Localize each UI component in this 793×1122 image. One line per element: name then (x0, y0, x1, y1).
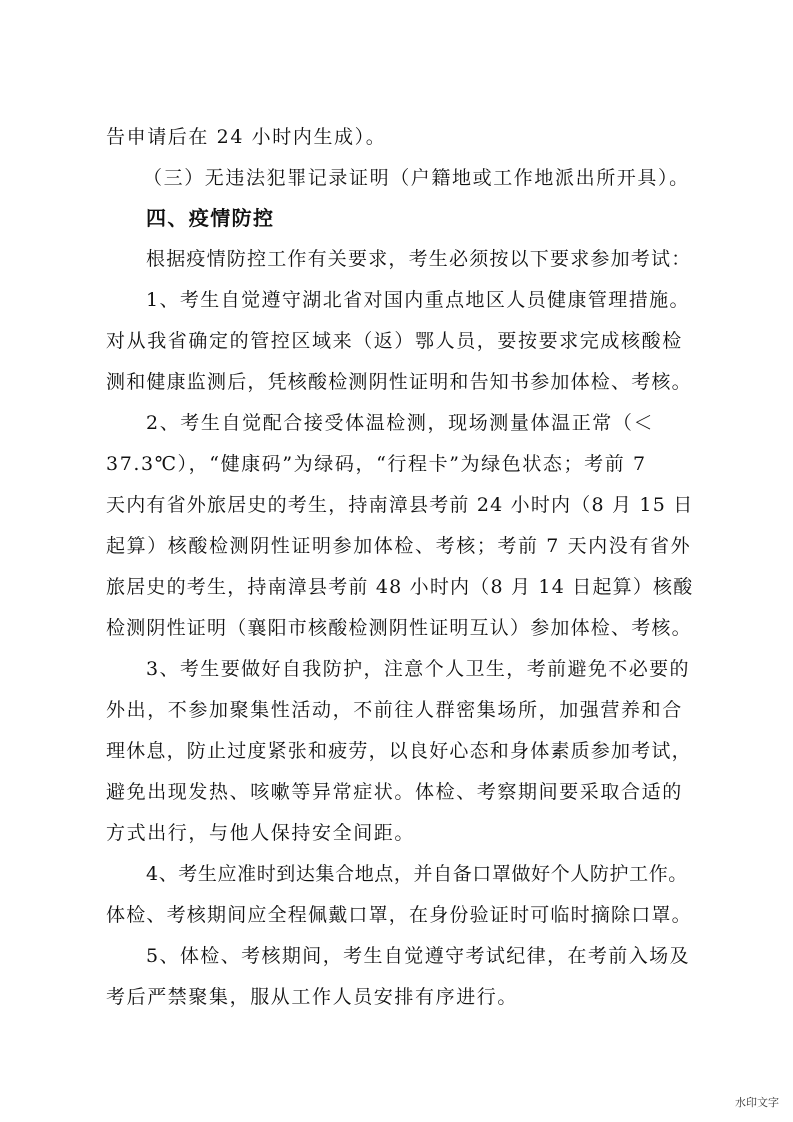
text-line: 起算）核酸检测阴性证明参加体检、考核；考前 7 天内没有省外 (106, 535, 692, 557)
text-line: （三）无违法犯罪记录证明（户籍地或工作地派出所开具）。 (143, 167, 690, 189)
text-line: 测和健康监测后，凭核酸检测阴性证明和告知书参加体检、考核。 (106, 371, 692, 393)
text-line: 天内有省外旅居史的考生，持南漳县考前 24 小时内（8 月 15 日 (106, 494, 694, 516)
text-line: 3、考生要做好自我防护，注意个人卫生，考前避免不必要的 (146, 658, 690, 680)
section-heading: 四、疫情防控 (146, 206, 275, 230)
text-line: 根据疫情防控工作有关要求，考生必须按以下要求参加考试： (146, 248, 692, 270)
text-line: 外出，不参加聚集性活动，不前往人群密集场所，加强营养和合 (106, 699, 683, 721)
text-line: 4、考生应准时到达集合地点，并自备口罩做好个人防护工作。 (146, 863, 688, 885)
text-line: 体检、考核期间应全程佩戴口罩，在身份验证时可临时摘除口罩。 (106, 904, 692, 926)
text-line: 避免出现发热、咳嗽等异常症状。体检、考察期间要采取合适的 (106, 781, 683, 803)
text-line: 考后严禁聚集，服从工作人员安排有序进行。 (106, 986, 519, 1008)
text-line: 理休息，防止过度紧张和疲劳，以良好心态和身体素质参加考试， (106, 740, 692, 762)
text-line: 5、体检、考核期间，考生自觉遵守考试纪律，在考前入场及 (146, 945, 690, 967)
text-line: 方式出行，与他人保持安全间距。 (106, 822, 416, 844)
text-line: 37.3℃），“健康码”为绿码，“行程卡”为绿色状态；考前 7 (106, 453, 647, 475)
watermark-text: 水印文字 (735, 1096, 779, 1109)
text-line: 1、考生自觉遵守湖北省对国内重点地区人员健康管理措施。 (146, 289, 690, 311)
text-line: 旅居史的考生，持南漳县考前 48 小时内（8 月 14 日起算）核酸 (106, 576, 694, 598)
text-line: 告申请后在 24 小时内生成）。 (106, 126, 387, 148)
text-line: 检测阴性证明（襄阳市核酸检测阴性证明互认）参加体检、考核。 (106, 617, 692, 639)
text-line: 对从我省确定的管控区域来（返）鄂人员，要按要求完成核酸检 (106, 330, 683, 352)
text-line: 2、考生自觉配合接受体温检测，现场测量体温正常（＜ (146, 412, 655, 434)
